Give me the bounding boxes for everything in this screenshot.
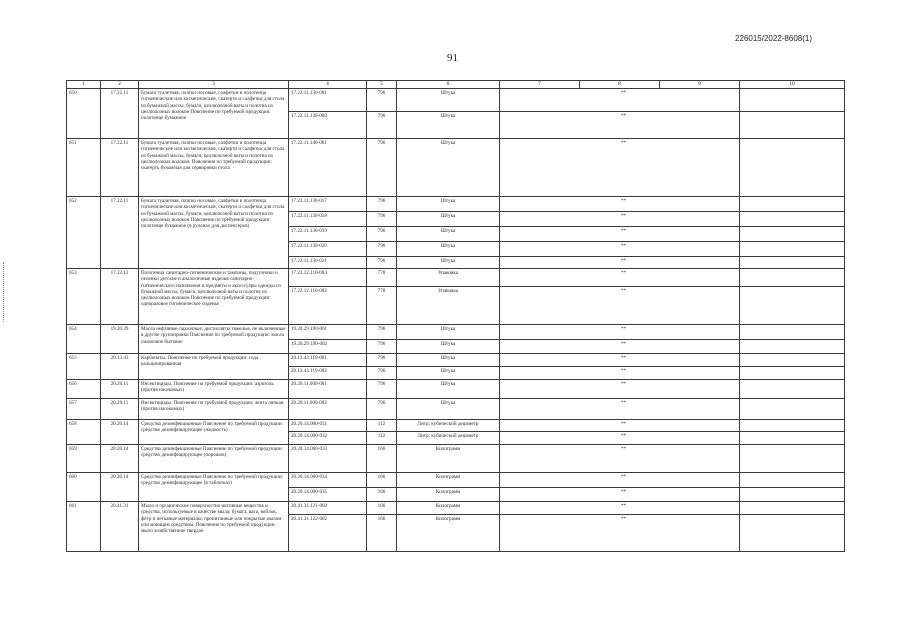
unit-cell: Штука (397, 340, 500, 354)
table-row (67, 197, 845, 212)
row-number-cell: 660 (67, 473, 101, 502)
okei-code-cell: 796 (367, 212, 397, 227)
empty-cell (740, 269, 845, 287)
okei-code-cell: 778 (367, 287, 397, 325)
empty-cell (740, 432, 845, 445)
unit-cell: Штука (397, 257, 500, 269)
unit-cell: Штука (397, 367, 500, 380)
ktru-code-cell: 20.41.31.122-002 (289, 515, 367, 552)
unit-cell: Литр; кубический дециметр (397, 432, 500, 445)
okpd-code-cell: 17.22.11 (101, 139, 139, 197)
table-row (67, 269, 845, 287)
empty-cell (740, 325, 845, 340)
okpd-code-cell: 20.13.43 (101, 354, 139, 380)
empty-cell (740, 354, 845, 367)
unit-cell: Упаковка (397, 287, 500, 325)
okei-code-cell: 796 (367, 242, 397, 257)
ktru-code-cell: 20.20.11.000-001 (289, 380, 367, 399)
okei-code-cell: 796 (367, 340, 397, 354)
table-row (67, 325, 845, 340)
row-number-cell: 655 (67, 354, 101, 380)
okei-code-cell: 796 (367, 354, 397, 367)
empty-cell (740, 340, 845, 354)
column-header: 10 (740, 81, 845, 89)
page-number: 91 (447, 52, 458, 64)
row-number-cell: 657 (67, 399, 101, 420)
asterisk-mark: ** (620, 489, 627, 495)
ktru-code-cell: 20.20.14.000-033 (289, 445, 367, 473)
okpd-code-cell: 20.20.11 (101, 399, 139, 420)
ktru-code-cell: 17.22.11.130-001 (289, 89, 367, 112)
okei-code-cell: 796 (367, 257, 397, 269)
table-row (67, 380, 845, 399)
mark-cell (500, 473, 740, 488)
description-cell: Инсектициды. Пояснение по требуемой продукции: лента липкая (против насекомых) (139, 399, 289, 420)
row-number-cell: 658 (67, 420, 101, 445)
mark-cell (500, 197, 740, 212)
mark-cell (500, 515, 740, 552)
table-row (67, 354, 845, 367)
okpd-code-cell: 20.20.14 (101, 473, 139, 502)
unit-cell: Килограмм (397, 515, 500, 552)
asterisk-mark: ** (620, 90, 627, 96)
description-cell: Мыло и органические поверхностно-активные вещества и средства, используемые в качестве мыла; бумага, вата, войлок, фетр и нетканые материалы, пропитанные или покрытые мылом или моющим средством. Пояснение по требуемой продукции: мыло хозяйственное твердое (139, 502, 289, 552)
unit-cell: Килограмм (397, 488, 500, 502)
unit-cell: Штука (397, 242, 500, 257)
okei-code-cell: 796 (367, 112, 397, 139)
mark-cell (500, 367, 740, 380)
ktru-code-cell: 20.20.11.000-002 (289, 399, 367, 420)
ktru-code-cell: 20.13.43.119-002 (289, 367, 367, 380)
asterisk-mark: ** (620, 400, 627, 406)
asterisk-mark: ** (620, 243, 627, 249)
ktru-code-cell: 20.41.31.121-002 (289, 502, 367, 515)
ktru-code-cell: 17.22.11.130-019 (289, 227, 367, 242)
table-row (67, 399, 845, 420)
mark-cell (500, 432, 740, 445)
empty-cell (740, 212, 845, 227)
table-row (67, 420, 845, 432)
empty-cell (740, 89, 845, 112)
okei-code-cell: 166 (367, 473, 397, 488)
table-row (67, 473, 845, 488)
column-header: 8 (580, 81, 660, 89)
unit-cell: Штука (397, 354, 500, 367)
unit-cell: Штука (397, 380, 500, 399)
okei-code-cell: 166 (367, 488, 397, 502)
unit-cell: Штука (397, 139, 500, 197)
description-cell: Средства дезинфекционные Пояснение по требуемой продукции: средство дезинфицирующее (в таблетках) (139, 473, 289, 502)
ktru-code-cell: 17.22.11.130-017 (289, 197, 367, 212)
asterisk-mark: ** (620, 355, 627, 361)
mark-cell (500, 269, 740, 287)
unit-cell: Штука (397, 89, 500, 112)
empty-cell (740, 227, 845, 242)
unit-cell: Килограмм (397, 502, 500, 515)
asterisk-mark: ** (620, 474, 627, 480)
description-cell: Инсектициды. Пояснение по требуемой продукции: аэрозоль (против насекомых) (139, 380, 289, 399)
unit-cell: Штука (397, 197, 500, 212)
asterisk-mark: ** (620, 288, 627, 294)
okpd-code-cell: 17.22.12 (101, 269, 139, 325)
ktru-code-cell: 17.22.11.130-020 (289, 242, 367, 257)
asterisk-mark: ** (620, 113, 627, 119)
mark-cell (500, 502, 740, 515)
okei-code-cell: 778 (367, 269, 397, 287)
okei-code-cell: 796 (367, 325, 397, 340)
unit-cell: Штука (397, 227, 500, 242)
ktru-code-cell: 17.22.12.110-004 (289, 269, 367, 287)
mark-cell (500, 287, 740, 325)
empty-cell (740, 287, 845, 325)
asterisk-mark: ** (620, 421, 627, 427)
document-number: 226015/2022-8608(1) (735, 34, 812, 43)
asterisk-mark: ** (620, 503, 627, 509)
empty-cell (740, 380, 845, 399)
asterisk-mark: ** (620, 341, 627, 347)
column-header: 9 (660, 81, 740, 89)
column-header: 1 (67, 81, 101, 89)
okpd-code-cell: 20.20.11 (101, 380, 139, 399)
mark-cell (500, 257, 740, 269)
ktru-code-cell: 17.22.11.140-001 (289, 139, 367, 197)
description-cell: Карбонаты. Пояснение по требуемой продукции: сода кальцинированная (139, 354, 289, 380)
row-number-cell: 661 (67, 502, 101, 552)
unit-cell: Килограмм (397, 445, 500, 473)
okpd-code-cell: 20.20.14 (101, 445, 139, 473)
okpd-code-cell: 20.20.14 (101, 420, 139, 445)
table-row (67, 445, 845, 473)
ktru-code-cell: 17.22.11.130-008 (289, 112, 367, 139)
okei-code-cell: 166 (367, 445, 397, 473)
okpd-code-cell: 20.41.31 (101, 502, 139, 552)
mark-cell (500, 112, 740, 139)
mark-cell (500, 420, 740, 432)
mark-cell (500, 227, 740, 242)
row-number-cell: 654 (67, 325, 101, 354)
table-row (67, 502, 845, 515)
mark-cell (500, 325, 740, 340)
ktru-code-cell: 20.20.14.000-032 (289, 432, 367, 445)
unit-cell: Штука (397, 112, 500, 139)
okpd-code-cell: 17.22.11 (101, 89, 139, 139)
empty-cell (740, 445, 845, 473)
row-number-cell: 653 (67, 269, 101, 325)
okei-code-cell: 112 (367, 432, 397, 445)
asterisk-mark: ** (620, 326, 627, 332)
table-row (67, 139, 845, 197)
row-number-cell: 652 (67, 197, 101, 269)
okei-code-cell: 796 (367, 139, 397, 197)
description-cell: Масла нефтяные смазочные; дистилляты тяжелые, не включенные в другие группировки Пояснение по требуемой продукции: масло смазочное бытовое (139, 325, 289, 354)
empty-cell (740, 139, 845, 197)
asterisk-mark: ** (620, 446, 627, 452)
okei-code-cell: 166 (367, 502, 397, 515)
ktru-code-cell: 17.22.12.110-002 (289, 287, 367, 325)
ktru-code-cell: 20.20.14.000-035 (289, 488, 367, 502)
asterisk-mark: ** (620, 433, 627, 439)
description-cell: Бумага туалетная, платки носовые, салфетки и полотенца гигиенические или косметические, скатерти и салфетки для стола из бумажной массы, бумаги, целлюлозной ваты и полотна из целлюлозных волокон. Пояснение по требуемой продукции: скатерть бумажная для сервировки стола (139, 139, 289, 197)
asterisk-mark: ** (620, 270, 627, 276)
unit-cell: Литр; кубический дециметр (397, 420, 500, 432)
asterisk-mark: ** (620, 198, 627, 204)
unit-cell: Штука (397, 399, 500, 420)
mark-cell (500, 212, 740, 227)
asterisk-mark: ** (620, 228, 627, 234)
row-number-cell: 651 (67, 139, 101, 197)
asterisk-mark: ** (620, 258, 627, 264)
okpd-code-cell: 19.20.29 (101, 325, 139, 354)
asterisk-mark: ** (620, 381, 627, 387)
header-row (67, 81, 845, 89)
asterisk-mark: ** (620, 213, 627, 219)
column-header: 2 (101, 81, 139, 89)
okei-code-cell: 166 (367, 515, 397, 552)
scan-edge-marks (3, 262, 8, 322)
ktru-code-cell: 17.22.11.130-021 (289, 257, 367, 269)
mark-cell (500, 139, 740, 197)
ktru-code-cell: 20.20.14.000-034 (289, 473, 367, 488)
description-cell: Полотенца санитарно-гигиенические и тампоны, подгузники и пеленки детские и аналогичные изделия санитарно-гигиенического назначения и предметы и аксессуары одежды из бумажной массы, бумаги, целлюлозной ваты и полотна из целлюлозных волокон Пояснение по требуемой продукции: одноразовое гигиеническое сиденье (139, 269, 289, 325)
column-header: 3 (139, 81, 289, 89)
row-number-cell: 656 (67, 380, 101, 399)
empty-cell (740, 367, 845, 380)
column-header: 7 (500, 81, 580, 89)
column-header: 4 (289, 81, 367, 89)
mark-cell (500, 89, 740, 112)
empty-cell (740, 399, 845, 420)
row-number-cell: 659 (67, 445, 101, 473)
empty-cell (740, 242, 845, 257)
unit-cell: Штука (397, 325, 500, 340)
unit-cell: Килограмм (397, 473, 500, 488)
procurement-table (66, 80, 845, 552)
mark-cell (500, 380, 740, 399)
unit-cell: Штука (397, 212, 500, 227)
empty-cell (740, 488, 845, 502)
okei-code-cell: 796 (367, 367, 397, 380)
okei-code-cell: 112 (367, 420, 397, 432)
okei-code-cell: 796 (367, 197, 397, 212)
table-row (67, 89, 845, 112)
okei-code-cell: 796 (367, 380, 397, 399)
ktru-code-cell: 17.22.11.130-018 (289, 212, 367, 227)
empty-cell (740, 473, 845, 488)
mark-cell (500, 340, 740, 354)
description-cell: Средства дезинфекционные Пояснение по требуемой продукции: средство дезинфицирующее (жидкость) (139, 420, 289, 445)
asterisk-mark: ** (620, 140, 627, 146)
empty-cell (740, 502, 845, 515)
empty-cell (740, 112, 845, 139)
okpd-code-cell: 17.22.11 (101, 197, 139, 269)
mark-cell (500, 399, 740, 420)
mark-cell (500, 445, 740, 473)
row-number-cell: 650 (67, 89, 101, 139)
mark-cell (500, 488, 740, 502)
okei-code-cell: 796 (367, 227, 397, 242)
okei-code-cell: 796 (367, 89, 397, 112)
ktru-code-cell: 20.13.43.119-001 (289, 354, 367, 367)
mark-cell (500, 242, 740, 257)
okei-code-cell: 796 (367, 399, 397, 420)
empty-cell (740, 420, 845, 432)
asterisk-mark: ** (620, 368, 627, 374)
empty-cell (740, 257, 845, 269)
asterisk-mark: ** (620, 516, 627, 522)
ktru-code-cell: 19.20.29.190-002 (289, 340, 367, 354)
description-cell: Бумага туалетная, платки носовые, салфетки и полотенца гигиенические или косметические, скатерти и салфетки для стола из бумажной массы, бумаги, целлюлозной ваты и полотна из целлюлозных волокон Пояснение по требуемой продукции: полотенце бумажное (139, 89, 289, 139)
empty-cell (740, 515, 845, 552)
column-header: 5 (367, 81, 397, 89)
unit-cell: Упаковка (397, 269, 500, 287)
description-cell: Средства дезинфекционные Пояснение по требуемой продукции: средство дезинфицирующее (порошок) (139, 445, 289, 473)
column-header: 6 (397, 81, 500, 89)
ktru-code-cell: 19.20.29.190-001 (289, 325, 367, 340)
mark-cell (500, 354, 740, 367)
description-cell: Бумага туалетная, платки носовые, салфетки и полотенца гигиенические или косметические, скатерти и салфетки для стола из бумажной массы, бумаги, целлюлозной ваты и полотна из целлюлозных волокон Пояснение по требуемой продукции: полотенце бумажное (в рулонах для диспенсеров) (139, 197, 289, 269)
ktru-code-cell: 20.20.14.000-031 (289, 420, 367, 432)
empty-cell (740, 197, 845, 212)
table-body (67, 81, 845, 552)
